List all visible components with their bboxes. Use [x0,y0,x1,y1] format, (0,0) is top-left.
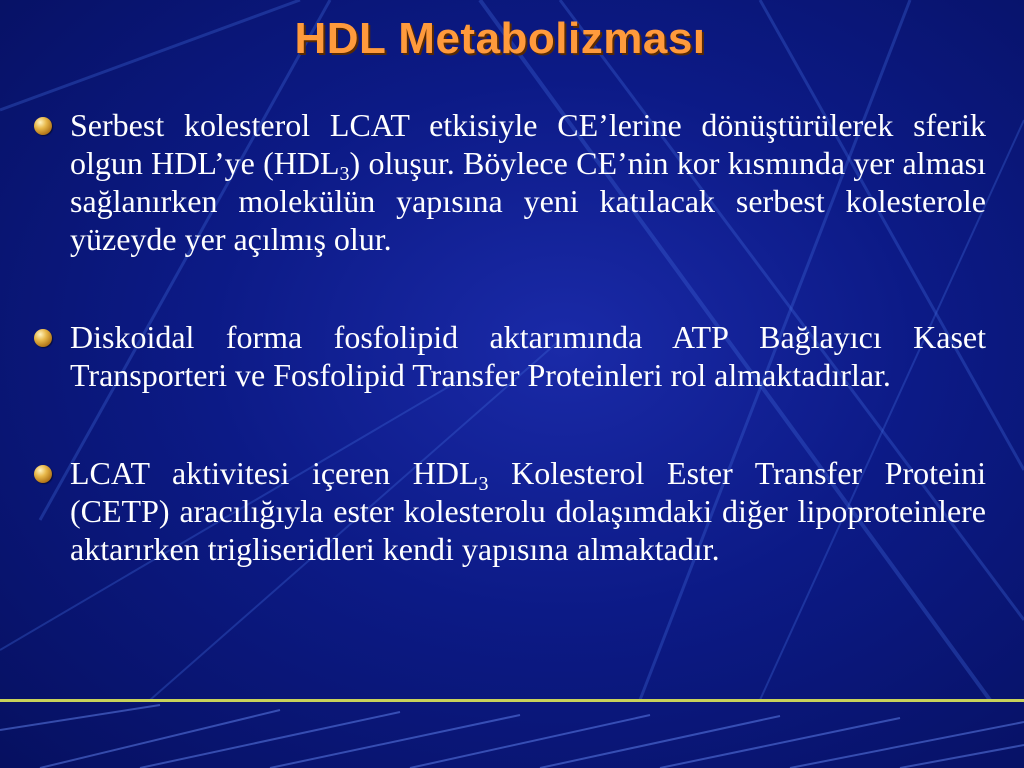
bullet-text: Diskoidal forma fosfolipid aktarımında ATP Bağlayıcı Kaset Transporteri ve Fosfolipid Transfer Proteinleri rol almaktadırlar. [70,319,986,393]
bullet-icon [34,465,52,483]
bullet-item [32,318,986,394]
bullet-icon [34,117,52,135]
footer-divider [0,699,1024,702]
bullet-item [32,106,986,258]
subscript-text: 3 [339,163,350,185]
bullet-text: Serbest kolesterol LCAT etkisiyle CE’lerine dönüştürülerek sferik olgun HDL’ye (HDL [70,107,986,181]
subscript-text: 3 [478,473,489,495]
bullet-item [32,454,986,568]
bullet-icon [34,329,52,347]
bullet-text: LCAT aktivitesi içeren HDL [70,455,479,491]
bullet-list [32,106,986,568]
bullet-text-continued: Kolesterol Ester Transfer Proteini (CETP) aracılığıyla ester kolesterolu dolaşımdaki diğer lipoproteinlere aktarırken trigliseridleri kendi yapısına almaktadır. [70,455,987,567]
bullet-text-continued: ) oluşur. Böylece CE’nin kor kısmında yer alması sağlanırken molekülün yapısına yeni katılacak serbest kolesterole yüzeyde yer açılmış olur. [70,145,987,257]
slide-title: HDL Metabolizması [294,14,706,63]
